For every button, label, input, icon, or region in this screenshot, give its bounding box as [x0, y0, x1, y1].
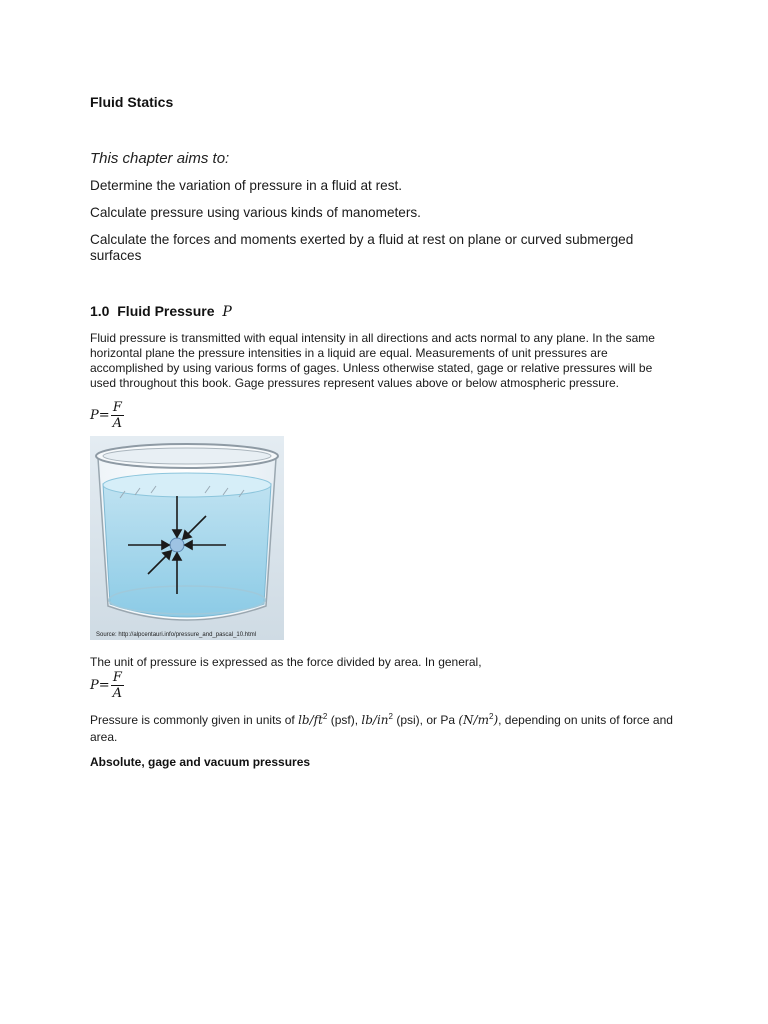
pressure-types-subheading: Absolute, gage and vacuum pressures — [90, 755, 311, 769]
formula-fraction — [111, 670, 124, 701]
pressure-formula-2 — [90, 670, 124, 701]
figure-caption: Source: http://alpcentauri.info/pressure_and_pascal_10.html — [96, 632, 257, 638]
units-prefix: Pressure is commonly given in units of — [90, 713, 295, 727]
unit-psi-expr: lb/in — [361, 713, 389, 727]
formula-numerator: F — [111, 400, 124, 416]
beaker-illustration — [90, 436, 284, 640]
unit-pa-close: ) — [493, 713, 499, 727]
unit-psf-label: (psf), — [330, 713, 359, 727]
formula-fraction — [111, 400, 124, 431]
formula-numerator: F — [111, 670, 124, 686]
unit-psi-label: (psi), or Pa — [396, 713, 456, 727]
objective-1: Determine the variation of pressure in a fluid at rest. — [90, 178, 403, 193]
beaker-pressure-figure — [90, 436, 284, 640]
section-symbol: P — [222, 304, 232, 320]
formula-denominator: A — [112, 686, 123, 701]
formula-lhs: P= — [90, 678, 110, 693]
fluid-pressure-paragraph: Fluid pressure is transmitted with equal intensity in all directions and acts normal to any plane. In the same horizontal plane the pressure intensities in a liquid are equal. Measurements of unit pressures are accomplished by using various forms of gages. Unless otherwise stated, gage or relative pressures will be used throughout this book. Gage pressures represent values above or below atmospheric pressure. — [90, 331, 655, 390]
pressure-formula — [90, 400, 124, 431]
unit-pa-expr: (N/m — [458, 713, 489, 727]
unit-psf-exp: 2 — [322, 712, 328, 721]
unit-pa-exp: 2 — [488, 712, 494, 721]
objective-3: Calculate the forces and moments exerted by a fluid at rest on plane or curved submerged surfaces — [90, 232, 634, 263]
unit-psf-expr: lb/ft — [298, 713, 323, 727]
section-title: Fluid Pressure — [117, 303, 215, 319]
chapter-title: Fluid Statics — [90, 94, 174, 110]
section-number: 1.0 — [90, 303, 110, 319]
formula-denominator: A — [112, 416, 123, 431]
objective-2: Calculate pressure using various kinds of manometers. — [90, 205, 421, 220]
section-heading — [90, 303, 232, 320]
unit-psi-exp: 2 — [388, 712, 393, 721]
pressure-units-sentence — [90, 708, 680, 746]
unit-sentence: The unit of pressure is expressed as the force divided by area. In general, — [90, 655, 482, 669]
units-suffix: , depending on units of force and area. — [90, 713, 673, 744]
aims-heading: This chapter aims to: — [90, 150, 230, 167]
formula-lhs: P= — [90, 408, 110, 423]
